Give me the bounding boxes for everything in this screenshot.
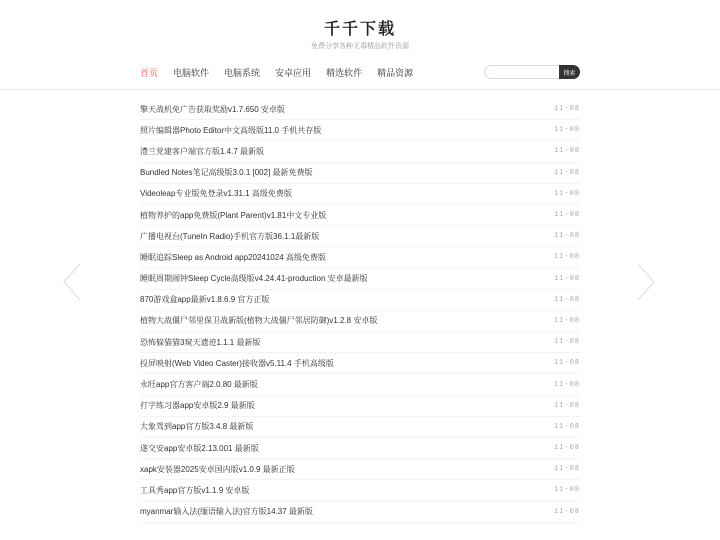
list-item xyxy=(140,141,580,162)
article-date: 11-08 xyxy=(553,465,580,474)
list-item xyxy=(140,226,580,247)
article-date: 11-08 xyxy=(553,380,580,389)
list-item xyxy=(140,459,580,480)
article-date: 11-08 xyxy=(553,316,580,325)
article-title-link[interactable]: Bundled Notes笔记高级版3.0.1 [002] 最新免费版 xyxy=(140,168,313,178)
search-button[interactable]: 搜索 xyxy=(559,65,580,79)
article-date: 11-08 xyxy=(553,253,580,262)
article-title-link[interactable]: 遂交安app安卓版2.13.001 最新版 xyxy=(140,443,259,453)
site-title[interactable]: 千千下载 xyxy=(323,19,396,38)
nav-item-6[interactable]: 精品资源 xyxy=(377,68,414,78)
article-title-link[interactable]: 投屏映射(Web Video Caster)接收器v5.11.4 手机高级版 xyxy=(140,358,334,368)
article-date: 11-08 xyxy=(553,211,580,220)
article-title-link[interactable]: 澧兰党建客户端官方版1.4.7 最新版 xyxy=(140,146,265,156)
article-title-link[interactable]: 睡眠追踪Sleep as Android app20241024 高级免费版 xyxy=(140,252,326,262)
list-item xyxy=(140,269,580,290)
article-title-link[interactable]: 工具秀app官方版v1.1.9 安卓版 xyxy=(140,485,250,495)
article-title-link[interactable]: Videoleap专业版免登录v1.31.1 高级免费版 xyxy=(140,189,292,199)
list-item xyxy=(140,184,580,205)
search-input[interactable] xyxy=(484,65,559,79)
list-item xyxy=(140,353,580,374)
article-date: 11-08 xyxy=(553,444,580,453)
list-item xyxy=(140,163,580,184)
list-item xyxy=(140,290,580,311)
article-title-link[interactable]: 打字练习器app安卓版2.9 最新版 xyxy=(140,401,255,411)
article-title-link[interactable]: 永旺app官方客户端2.0.80 最新版 xyxy=(140,380,258,390)
article-date: 11-08 xyxy=(553,126,580,135)
list-item xyxy=(140,417,580,438)
prev-arrow-icon[interactable] xyxy=(62,262,82,302)
article-title-link[interactable]: myanmar输入法(缅语输入法)官方版14.37 最新版 xyxy=(140,507,313,517)
search-form xyxy=(484,65,580,79)
list-item xyxy=(140,311,580,332)
list-item xyxy=(140,99,580,120)
list-item xyxy=(140,396,580,417)
article-date: 11-08 xyxy=(553,422,580,431)
list-item xyxy=(140,374,580,395)
nav-item-4[interactable]: 安卓应用 xyxy=(275,68,312,78)
article-date: 11-08 xyxy=(553,189,580,198)
nav-bar xyxy=(0,60,720,90)
article-date: 11-08 xyxy=(553,359,580,368)
list-item xyxy=(140,332,580,353)
article-date: 11-08 xyxy=(553,168,580,177)
article-title-link[interactable]: 植物养护的app免费版(Plant Parent)v1.81中文专业版 xyxy=(140,210,327,220)
nav-item-3[interactable]: 电脑系统 xyxy=(224,68,261,78)
article-title-link[interactable]: xapk安装器2025安卓国内版v1.0.9 最新正版 xyxy=(140,464,295,474)
site-subtitle: 免费分享各种无毒精品软件资源 xyxy=(311,43,409,50)
article-date: 11-08 xyxy=(553,507,580,516)
nav-item-5[interactable]: 精选软件 xyxy=(326,68,363,78)
list-item xyxy=(140,205,580,226)
list-item xyxy=(140,502,580,523)
nav-item-2[interactable]: 电脑软件 xyxy=(173,68,210,78)
main-nav xyxy=(140,67,428,79)
site-header xyxy=(0,0,720,60)
article-title-link[interactable]: 870游戏盒app最新v1.8.6.9 官方正版 xyxy=(140,295,270,305)
article-date: 11-08 xyxy=(553,147,580,156)
article-date: 11-08 xyxy=(553,486,580,495)
article-title-link[interactable]: 恐怖躲猫猫3窥天遗迹1.1.1 最新版 xyxy=(140,337,261,347)
article-date: 11-08 xyxy=(553,274,580,283)
article-date: 11-08 xyxy=(553,295,580,304)
list-item xyxy=(140,247,580,268)
article-title-link[interactable]: 照片编辑器Photo Editor中文高级版11.0 手机共存版 xyxy=(140,125,322,135)
article-date: 11-08 xyxy=(553,338,580,347)
article-title-link[interactable]: 广播电视台(TuneIn Radio)手机官方版36.1.1最新版 xyxy=(140,231,320,241)
article-date: 11-08 xyxy=(553,401,580,410)
article-title-link[interactable]: 植物大战僵尸邻里保卫战新版(植物大战僵尸邻居防御)v1.2.8 安卓版 xyxy=(140,316,378,326)
article-title-link[interactable]: 擎天战机免广告获取奖励v1.7.650 安卓版 xyxy=(140,104,285,114)
article-title-link[interactable]: 睡眠周期闹钟Sleep Cycle高级版v4.24.41-production 安卓最新版 xyxy=(140,274,368,284)
article-list xyxy=(140,99,580,523)
article-date: 11-08 xyxy=(553,232,580,241)
list-item xyxy=(140,438,580,459)
article-date: 11-08 xyxy=(553,105,580,114)
next-arrow-icon[interactable] xyxy=(636,262,656,302)
nav-item-1[interactable]: 首页 xyxy=(140,68,159,78)
article-title-link[interactable]: 大象驾到app官方版3.4.8 最新版 xyxy=(140,422,254,432)
list-item xyxy=(140,480,580,501)
list-item xyxy=(140,120,580,141)
